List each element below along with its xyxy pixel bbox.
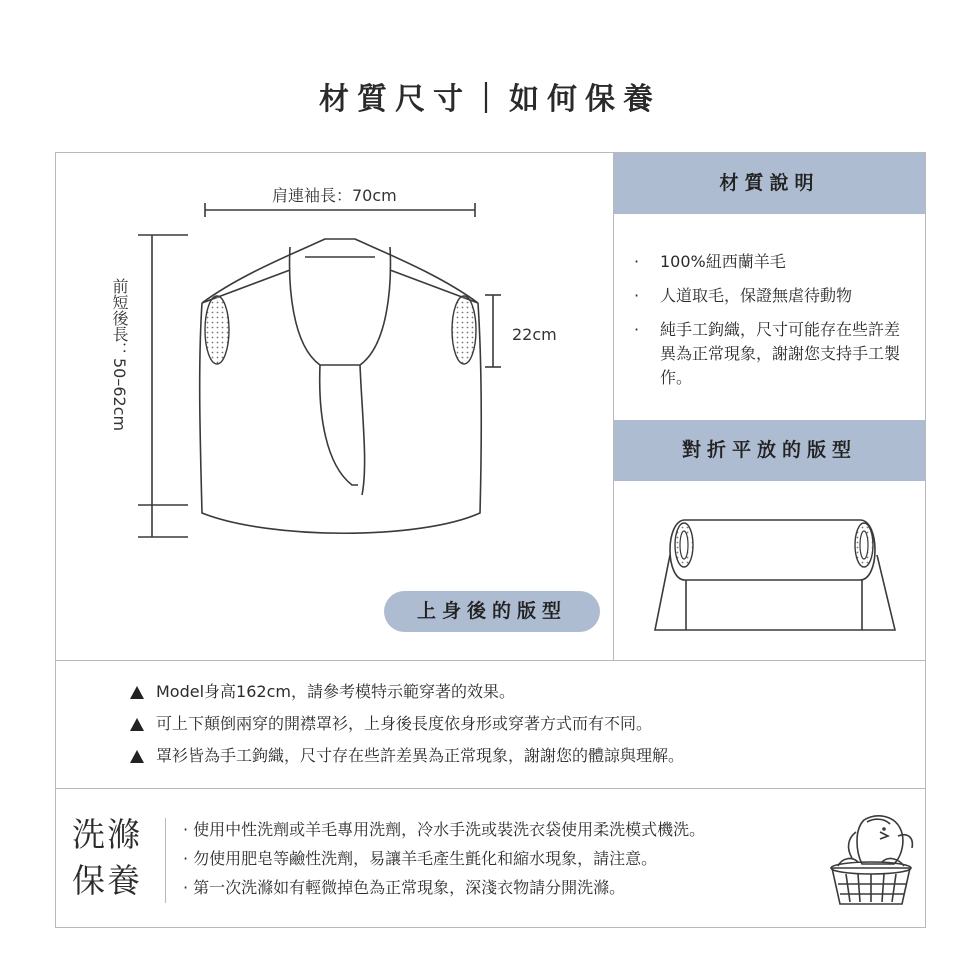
wash-list	[183, 815, 705, 902]
material-list	[634, 250, 906, 400]
wash-item: · 第一次洗滌如有輕微掉色為正常現象，深淺衣物請分開洗滌。	[183, 878, 626, 897]
worn-caption: 上身後的版型	[384, 591, 600, 632]
wash-item: · 勿使用肥皂等鹼性洗劑，易讓羊毛產生氈化和縮水現象，請注意。	[183, 849, 658, 868]
triangle-bullet-icon	[130, 686, 144, 699]
folded-heading: 對折平放的版型	[614, 420, 925, 481]
triangle-bullet-icon	[130, 718, 144, 731]
wash-item: · 使用中性洗劑或羊毛專用洗劑，冷水手洗或裝洗衣袋使用柔洗模式機洗。	[183, 820, 706, 839]
triangle-bullet-icon	[130, 750, 144, 763]
material-item: · 純手工鉤織，尺寸可能存在些許差異為正常現象，謝謝您支持手工製作。	[634, 320, 901, 387]
wash-title: 洗滌 保養	[72, 815, 142, 900]
divider-notes	[55, 660, 926, 661]
notes-list	[130, 676, 684, 772]
column-divider	[613, 152, 614, 660]
note-item: 罩衫皆為手工鉤織，尺寸存在些許差異為正常現象，謝謝您的體諒與理解。	[130, 740, 684, 772]
penguin-laundry-basket-icon	[822, 808, 920, 912]
material-item: · 人道取毛，保證無虐待動物	[634, 286, 853, 305]
length-label: 前短後長：50–62cm	[110, 278, 129, 432]
material-heading: 材質說明	[614, 153, 925, 214]
note-item: Model身高162cm，請參考模特示範穿著的效果。	[130, 676, 684, 708]
page-title: 材質尺寸｜如何保養	[319, 82, 661, 117]
armhole-label: 22cm	[512, 325, 557, 344]
garment-flat-diagram	[130, 195, 600, 555]
divider-wash	[55, 788, 926, 789]
material-item: · 100%紐西蘭羊毛	[634, 252, 786, 271]
wash-divider	[165, 818, 166, 903]
note-item: 可上下顛倒兩穿的開襟罩衫，上身後長度依身形或穿著方式而有不同。	[130, 708, 684, 740]
garment-folded-diagram	[640, 500, 920, 650]
shoulder-sleeve-label: 肩連袖長：70cm	[272, 186, 397, 205]
